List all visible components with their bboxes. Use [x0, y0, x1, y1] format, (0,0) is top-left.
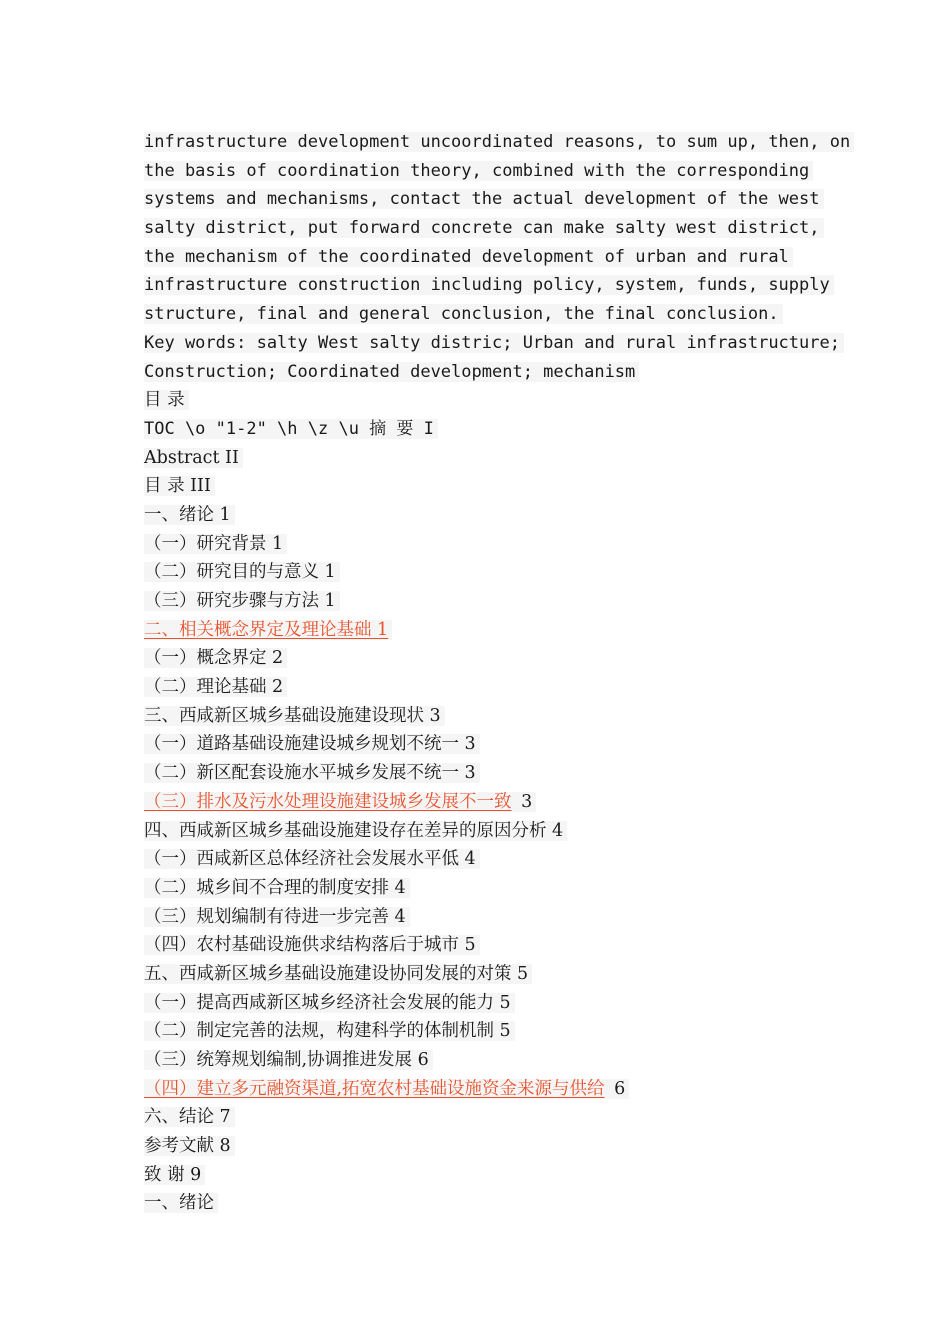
toc-entry — [144, 1103, 824, 1132]
abstract-paragraph — [144, 128, 851, 329]
toc-entry — [144, 501, 824, 530]
toc-entry — [144, 817, 824, 846]
toc-page-number: 3 — [516, 792, 537, 812]
toc-entry — [144, 960, 824, 989]
toc-entry[interactable] — [144, 788, 824, 817]
table-of-contents — [144, 444, 824, 1190]
toc-field-code: TOC \o "1-2" \h \z \u 摘 要 I — [144, 415, 824, 444]
abstract-line: infrastructure construction including policy, system, funds, supply — [144, 271, 824, 300]
toc-entry — [144, 730, 824, 759]
toc-entry-text: 致 谢 9 — [144, 1165, 205, 1185]
toc-entry — [144, 558, 824, 587]
toc-entry-text: （二）理论基础 2 — [144, 677, 287, 697]
toc-entry-text: （三）研究步骤与方法 1 — [144, 591, 340, 611]
toc-entry — [144, 931, 824, 960]
toc-entry-link[interactable]: 二、相关概念界定及理论基础 1 — [144, 620, 392, 640]
toc-entry — [144, 1017, 824, 1046]
toc-entry-text: 五、西咸新区城乡基础设施建设协同发展的对策 5 — [144, 964, 532, 984]
toc-entry — [144, 673, 824, 702]
toc-entry — [144, 1046, 824, 1075]
toc-entry — [144, 1161, 824, 1190]
keywords — [144, 329, 840, 386]
section-heading: 一、绪论 — [144, 1189, 824, 1218]
toc-entry-link[interactable]: （四）建立多元融资渠道,拓宽农村基础设施资金来源与供给 — [144, 1079, 609, 1099]
toc-entry-text: 一、绪论 1 — [144, 505, 235, 525]
toc-entry — [144, 644, 824, 673]
toc-entry-text: （二）城乡间不合理的制度安排 4 — [144, 878, 410, 898]
toc-page-number: 6 — [609, 1079, 630, 1099]
toc-entry-text: （一）提高西咸新区城乡经济社会发展的能力 5 — [144, 993, 515, 1013]
toc-entry — [144, 530, 824, 559]
toc-entry-text: 目 录 III — [144, 476, 215, 496]
toc-entry-text: （一）概念界定 2 — [144, 648, 287, 668]
toc-entry — [144, 845, 824, 874]
toc-entry — [144, 472, 824, 501]
toc-entry — [144, 759, 824, 788]
keywords-line: Key words: salty West salty distric; Urban and rural infrastructure; — [144, 329, 824, 358]
toc-entry — [144, 874, 824, 903]
toc-heading: 目 录 — [144, 386, 824, 415]
abstract-line: systems and mechanisms, contact the actual development of the west — [144, 185, 824, 214]
toc-entry-text: （三）规划编制有待进一步完善 4 — [144, 907, 410, 927]
toc-entry-text: 六、结论 7 — [144, 1107, 235, 1127]
toc-entry-text: （四）农村基础设施供求结构落后于城市 5 — [144, 935, 480, 955]
abstract-line: the basis of coordination theory, combined with the corresponding — [144, 157, 824, 186]
toc-entry-text: （一）道路基础设施建设城乡规划不统一 3 — [144, 734, 480, 754]
abstract-line: infrastructure development uncoordinated reasons, to sum up, then, on — [144, 128, 824, 157]
toc-entry-text: （三）统筹规划编制,协调推进发展 6 — [144, 1050, 433, 1070]
document-body — [144, 128, 851, 1218]
toc-entry[interactable] — [144, 1075, 824, 1104]
toc-entry — [144, 989, 824, 1018]
toc-entry-link[interactable]: （三）排水及污水处理设施建设城乡发展不一致 — [144, 792, 516, 812]
abstract-line: structure, final and general conclusion, the final conclusion. — [144, 300, 824, 329]
toc-entry-text: Abstract II — [144, 448, 243, 468]
toc-entry[interactable] — [144, 616, 824, 645]
keywords-line: Construction; Coordinated development; mechanism — [144, 358, 824, 387]
abstract-line: salty district, put forward concrete can make salty west district, — [144, 214, 824, 243]
toc-entry-text: （一）西咸新区总体经济社会发展水平低 4 — [144, 849, 480, 869]
toc-entry — [144, 1132, 824, 1161]
toc-entry-text: （二）研究目的与意义 1 — [144, 562, 340, 582]
toc-entry — [144, 444, 824, 473]
toc-entry-text: 参考文献 8 — [144, 1136, 235, 1156]
toc-entry-text: 三、西咸新区城乡基础设施建设现状 3 — [144, 706, 445, 726]
abstract-line: the mechanism of the coordinated development of urban and rural — [144, 243, 824, 272]
toc-entry — [144, 702, 824, 731]
toc-entry — [144, 587, 824, 616]
toc-entry-text: （二）新区配套设施水平城乡发展不统一 3 — [144, 763, 480, 783]
toc-entry-text: （一）研究背景 1 — [144, 534, 287, 554]
toc-entry-text: （二）制定完善的法规，构建科学的体制机制 5 — [144, 1021, 515, 1041]
toc-entry — [144, 903, 824, 932]
toc-entry-text: 四、西咸新区城乡基础设施建设存在差异的原因分析 4 — [144, 821, 567, 841]
